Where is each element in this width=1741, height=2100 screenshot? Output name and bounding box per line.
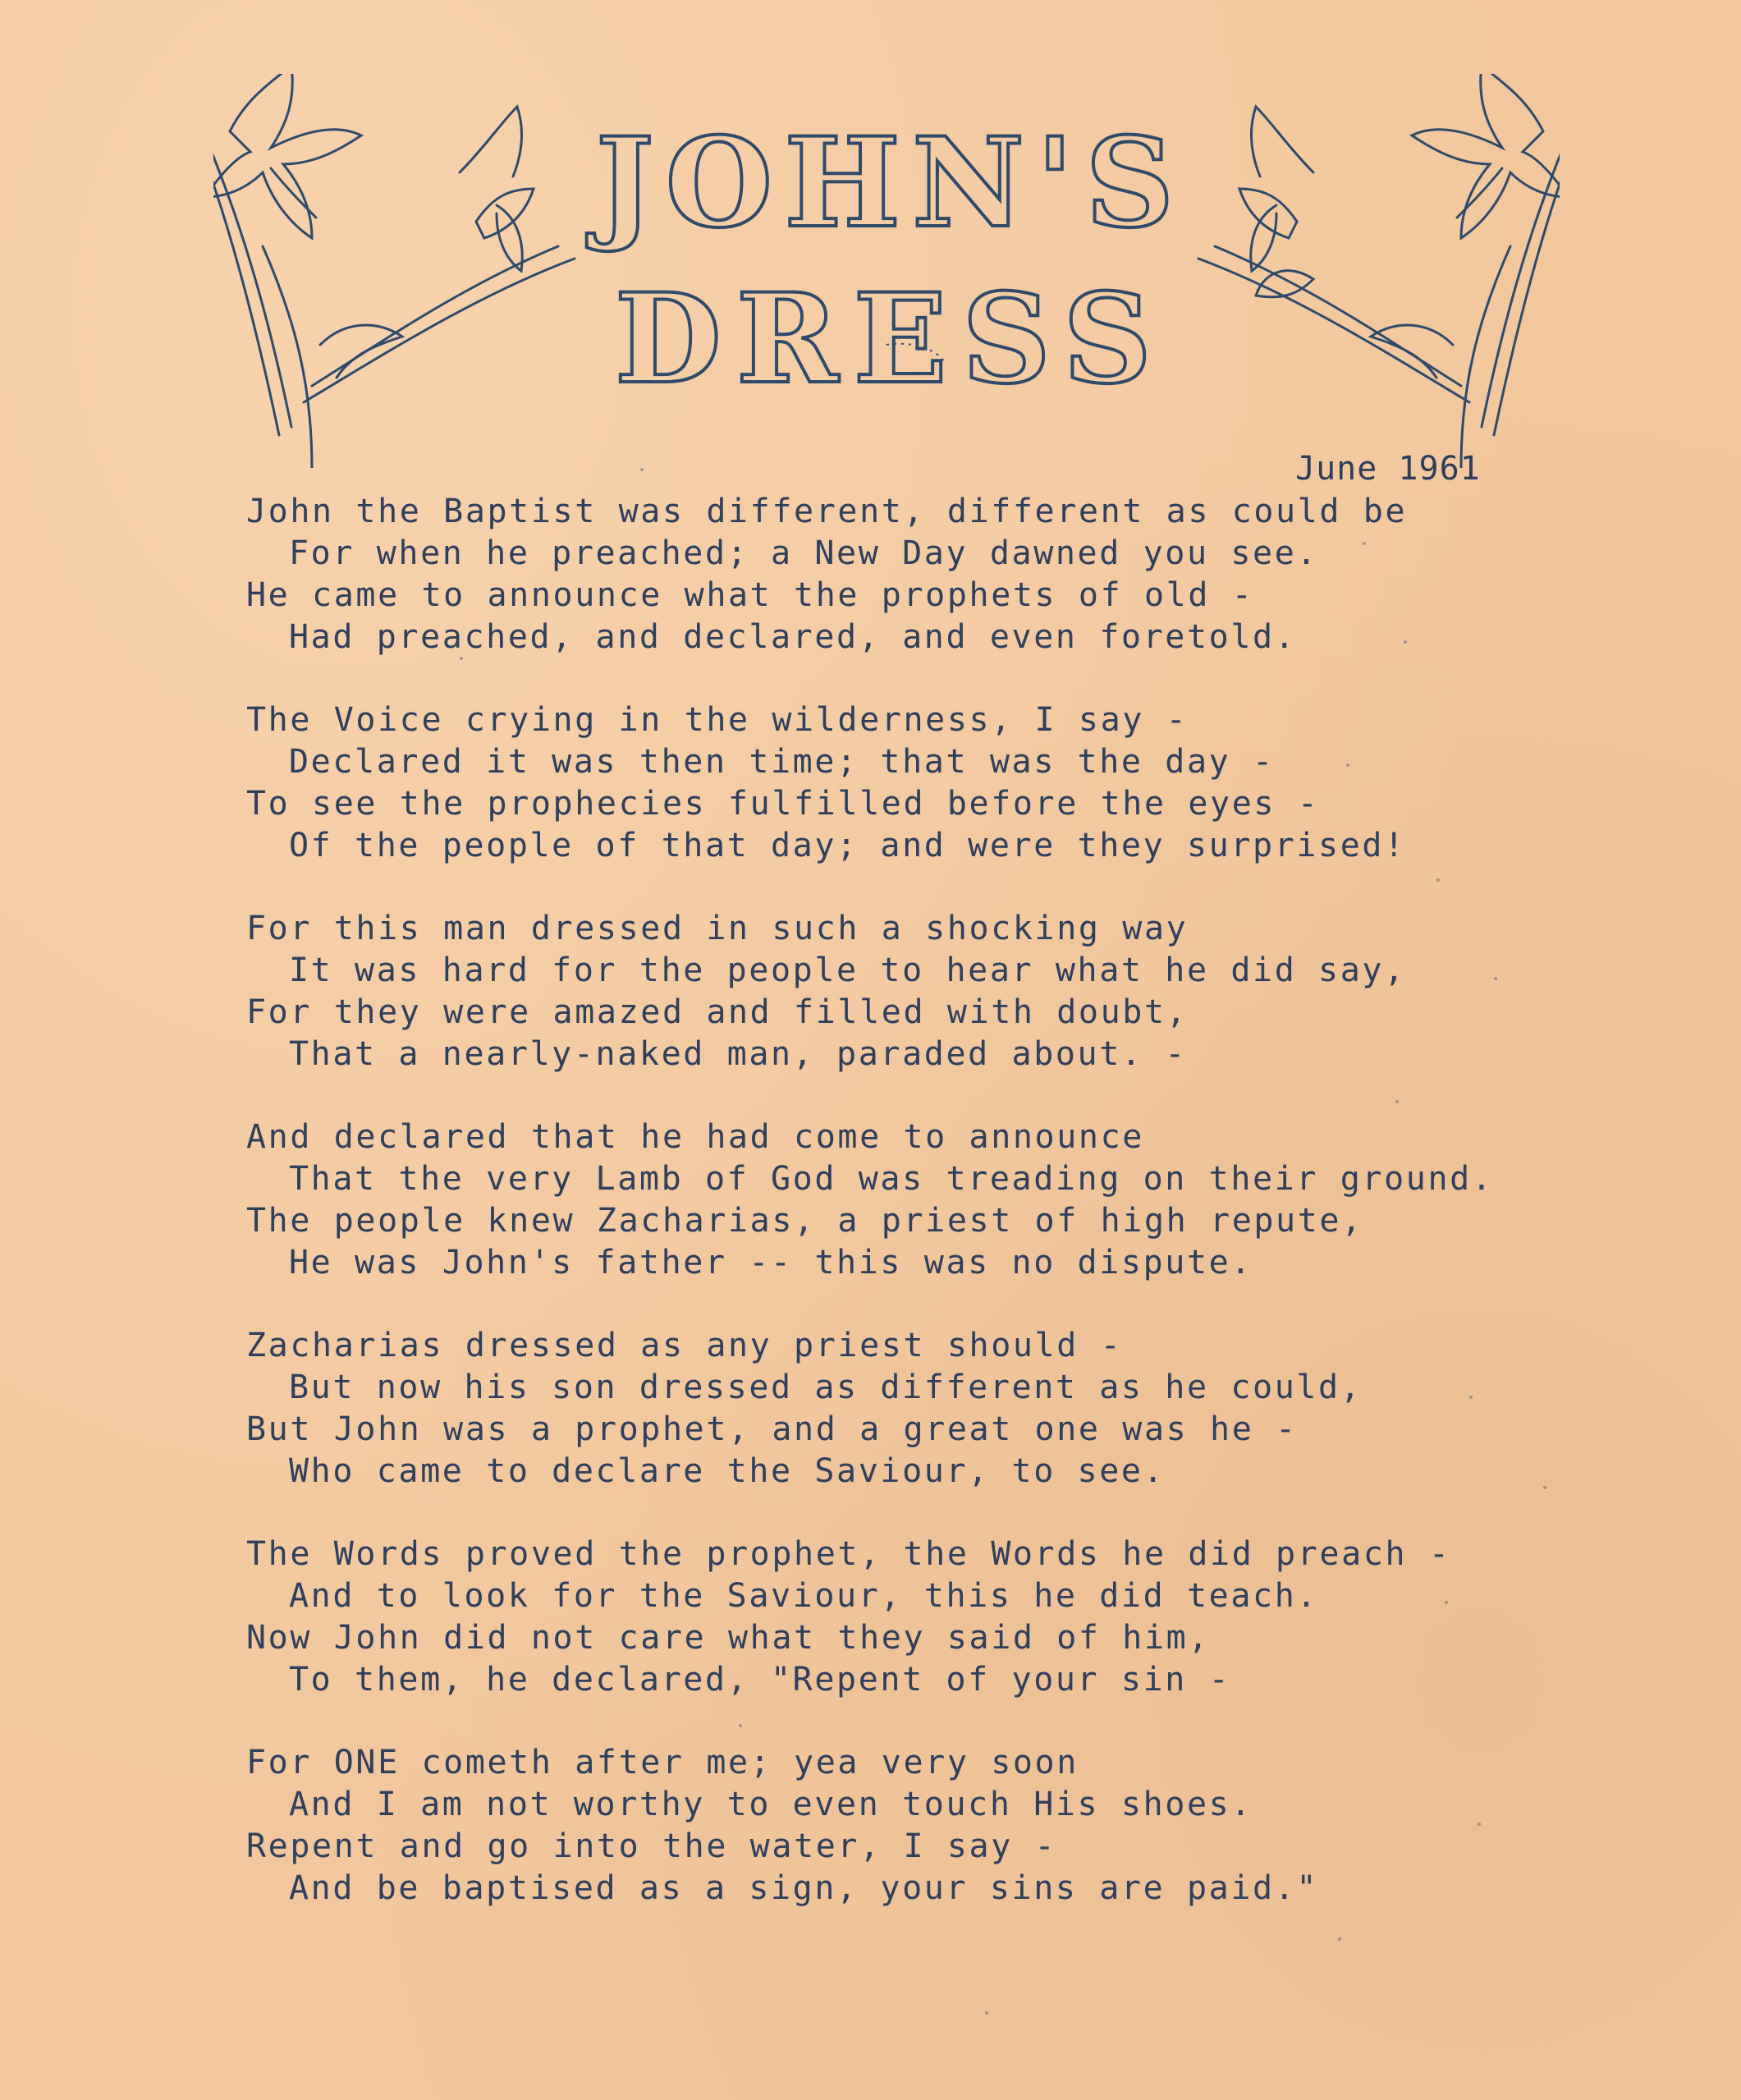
poem-line: Had preached, and declared, and even foretold. — [289, 618, 1297, 656]
poem-line: And I am not worthy to even touch His shoes. — [289, 1786, 1253, 1823]
poem-line: But John was a prophet, and a great one was he - — [246, 1410, 1298, 1448]
poem-line: Now John did not care what they said of him, — [246, 1619, 1211, 1657]
poem-line: Who came to declare the Saviour, to see. — [289, 1452, 1166, 1490]
poem-line: Of the people of that day; and were they surprised! — [289, 827, 1406, 864]
poem-line: It was hard for the people to hear what he did say, — [289, 951, 1406, 989]
issue-date: June 1961 — [1295, 450, 1481, 488]
masthead — [213, 74, 1560, 468]
stanza — [246, 1325, 1560, 1492]
stanza — [246, 1534, 1560, 1701]
masthead-title-line2: DRESS — [614, 267, 1167, 411]
poem-line: He came to announce what the prophets of old - — [246, 576, 1254, 614]
lily-flower-icon — [1198, 74, 1560, 468]
poem-line: John the Baptist was different, different as could be — [246, 493, 1408, 530]
poem-line: For this man dressed in such a shocking way — [246, 910, 1189, 947]
poem-line: For when he preached; a New Day dawned you see. — [289, 534, 1319, 572]
masthead-title-line1: JOHN'S — [595, 111, 1186, 255]
poem-line: Zacharias dressed as any priest should - — [246, 1327, 1123, 1364]
poem-line: The Voice crying in the wilderness, I say - — [246, 701, 1189, 739]
poem-line: For ONE cometh after me; yea very soon — [246, 1744, 1079, 1781]
poem-line: The Words proved the prophet, the Words he did preach - — [246, 1535, 1451, 1573]
poem-line: To see the prophecies fulfilled before the eyes - — [246, 785, 1320, 823]
masthead-artwork — [213, 74, 1560, 468]
poem-line: But now his son dressed as different as he could, — [289, 1369, 1363, 1406]
poem-line: That a nearly-naked man, paraded about. - — [289, 1035, 1187, 1073]
stanza — [246, 1742, 1560, 1910]
stanza — [246, 908, 1560, 1075]
poem-line: And to look for the Saviour, this he did teach. — [289, 1577, 1319, 1615]
poem — [246, 491, 1560, 1951]
stanza — [246, 1116, 1560, 1284]
poem-line: For they were amazed and filled with doubt, — [246, 993, 1189, 1031]
poem-line: Declared it was then time; that was the day - — [289, 743, 1275, 781]
poem-line: Repent and go into the water, I say - — [246, 1827, 1057, 1865]
stanza — [246, 491, 1560, 658]
poem-line: He was John's father -- this was no dispute. — [289, 1244, 1253, 1282]
poem-line: That the very Lamb of God was treading on their ground. — [289, 1160, 1494, 1198]
stanza — [246, 699, 1560, 867]
lily-flower-icon — [213, 74, 575, 468]
poem-line: And be baptised as a sign, your sins are paid." — [289, 1869, 1319, 1907]
poem-line: And declared that he had come to announce — [246, 1118, 1144, 1156]
poem-line: The people knew Zacharias, a priest of high repute, — [246, 1202, 1363, 1240]
poem-line: To them, he declared, "Repent of your sin - — [289, 1661, 1231, 1699]
